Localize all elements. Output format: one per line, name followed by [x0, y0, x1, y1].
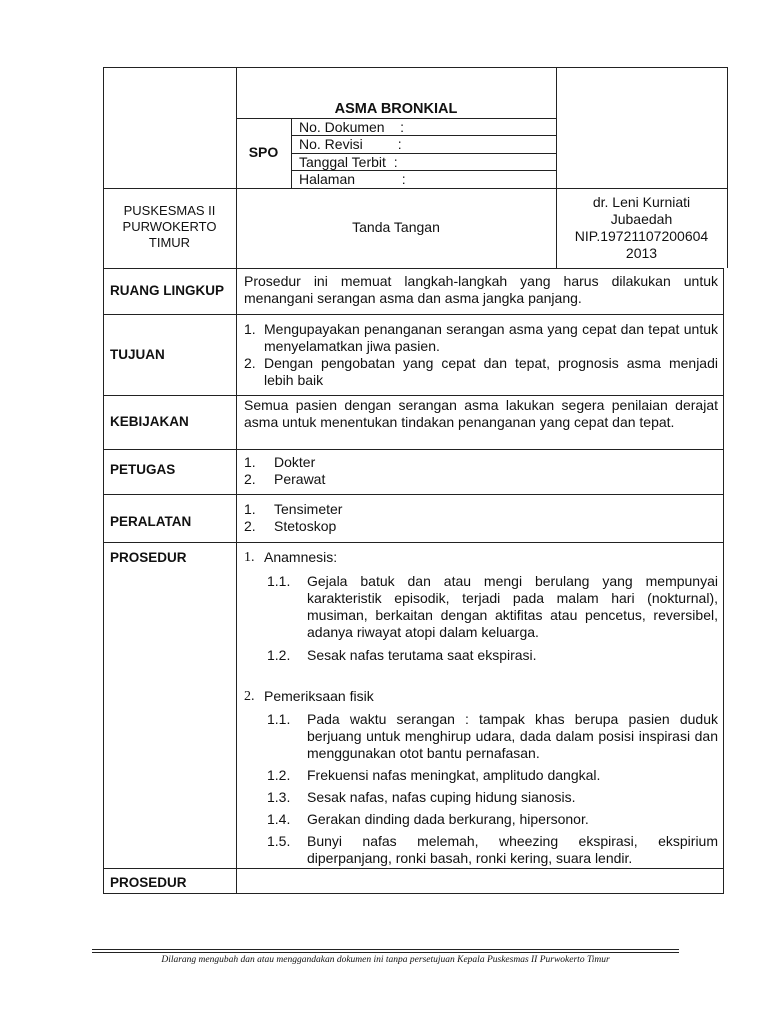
petugas-item-number: 2.	[244, 471, 256, 487]
label-prosedur: PROSEDUR	[110, 550, 187, 565]
prosedur-substeps	[267, 573, 718, 664]
prosedur-substep	[267, 833, 718, 867]
signature-label: Tanda Tangan	[352, 219, 440, 235]
petugas-item-text: Perawat	[274, 471, 326, 487]
tujuan-item-text: Mengupayakan penanganan serangan asma yang cepat dan tepat untuk menyelamatkan jiwa pasien.	[264, 321, 718, 354]
row-divider-1	[103, 314, 724, 315]
organization-name	[103, 203, 236, 251]
tujuan-item-number: 1.	[244, 321, 256, 337]
prosedur-step-title: Anamnesis:	[264, 549, 338, 565]
substep-text: Sesak nafas terutama saat ekspirasi.	[307, 647, 537, 663]
substep-text: Gejala batuk dan atau mengi berulang yang mempunyai karakteristik episodik, terjadi pada malam hari (nokturnal), musiman, berkaitan dengan aktifitas atau pencetus, reversibel, adanya riwayat atopi dalam keluarga.	[307, 573, 718, 640]
tujuan-item	[244, 355, 718, 389]
document-title: ASMA BRONKIAL	[334, 101, 458, 117]
petugas-item	[244, 471, 325, 488]
peralatan-item	[244, 518, 342, 535]
doc-field-tanggal: Tanggal Terbit :	[299, 154, 398, 170]
org-line-3: TIMUR	[148, 235, 191, 250]
signer-line-1: dr. Leni Kurniati	[592, 194, 691, 210]
doc-field-revisi: No. Revisi :	[299, 136, 402, 152]
substep-text: Frekuensi nafas meningkat, amplitudo dangkal.	[307, 767, 601, 783]
body-bottom-border	[103, 893, 724, 894]
spo-label: SPO	[248, 144, 279, 160]
footer-disclaimer: Dilarang mengubah dan atau menggandakan dokumen ini tanpa persetujuan Kepala Puskesmas II Purwokerto Timur	[161, 955, 610, 965]
prosedur-substep	[267, 647, 718, 664]
doc-field-dokumen: No. Dokumen :	[299, 119, 405, 135]
signer-line-4: 2013	[625, 245, 658, 261]
peralatan-list	[244, 501, 342, 535]
prosedur-substep	[267, 789, 718, 806]
label-kebijakan: KEBIJAKAN	[110, 414, 189, 429]
ruang-lingkup-text: Prosedur ini memuat langkah-langkah yang harus dilakukan untuk menangani serangan asma dan asma jangka panjang.	[244, 273, 718, 306]
petugas-item-text: Dokter	[274, 454, 316, 470]
header-mid-border	[103, 188, 728, 189]
kebijakan-text: Semua pasien dengan serangan asma lakukan segera penilaian derajat asma untuk menentukan tindakan penanganan yang cepat dan tepat.	[244, 397, 718, 430]
doc-field-halaman: Halaman :	[299, 171, 406, 187]
signer-block	[556, 194, 727, 262]
petugas-item-number: 1.	[244, 454, 256, 470]
prosedur-step	[244, 688, 718, 705]
peralatan-item-text: Tensimeter	[274, 501, 343, 517]
tujuan-item-text: Dengan pengobatan yang cepat dan tepat, prognosis asma menjadi lebih baik	[264, 355, 718, 388]
peralatan-item-number: 2.	[244, 518, 256, 534]
body-right-border	[723, 268, 724, 894]
prosedur-step-title: Pemeriksaan fisik	[264, 688, 374, 704]
signer-line-2: Jubaedah	[610, 211, 673, 227]
row-divider-5	[103, 542, 724, 543]
peralatan-item	[244, 501, 342, 518]
tujuan-item-number: 2.	[244, 355, 256, 371]
petugas-item	[244, 454, 325, 471]
footer-rule-top	[92, 949, 679, 950]
substep-text: Pada waktu serangan : tampak khas berupa pasien duduk berjuang untuk menghirup udara, dada dalam posisi inspirasi dan menggunakan otot bantu pernafasan.	[307, 711, 718, 761]
row-divider-3	[103, 449, 724, 450]
row-divider-6	[103, 868, 724, 869]
header-col1-divider	[236, 67, 237, 268]
header-top-border	[103, 67, 728, 68]
prosedur-step-number: 2.	[244, 689, 255, 704]
label-petugas: PETUGAS	[110, 462, 176, 477]
prosedur-substep	[267, 711, 718, 762]
substep-number: 1.3.	[267, 789, 291, 805]
prosedur-substep	[267, 573, 718, 641]
row-divider-4	[103, 494, 724, 495]
body-col-divider	[236, 268, 237, 894]
prosedur-step-number: 1.	[244, 550, 255, 565]
body-top-border	[103, 268, 724, 269]
substep-number: 1.4.	[267, 811, 291, 827]
prosedur-step	[244, 549, 718, 566]
substep-text: Sesak nafas, nafas cuping hidung sianosis.	[307, 789, 576, 805]
substep-number: 1.5.	[267, 833, 291, 849]
prosedur-substep	[267, 811, 718, 828]
org-line-1: PUSKESMAS II	[123, 203, 216, 218]
footer-rule-bottom	[92, 952, 679, 953]
label-prosedur-2: PROSEDUR	[110, 875, 187, 890]
substep-number: 1.1.	[267, 711, 291, 727]
body-left-border	[103, 268, 104, 894]
label-peralatan: PERALATAN	[110, 514, 192, 529]
petugas-list	[244, 454, 325, 488]
substep-text: Gerakan dinding dada berkurang, hipersonor.	[307, 811, 589, 827]
org-line-2: PURWOKERTO	[122, 219, 217, 234]
prosedur-substep	[267, 767, 718, 784]
label-ruang-lingkup: RUANG LINGKUP	[110, 283, 224, 298]
substep-number: 1.2.	[267, 647, 291, 663]
substep-number: 1.1.	[267, 573, 291, 589]
label-tujuan: TUJUAN	[110, 347, 165, 362]
row-divider-2	[103, 395, 724, 396]
signer-line-3: NIP.19721107200604	[574, 228, 709, 244]
header-right-border	[727, 67, 728, 268]
substep-text: Bunyi nafas melemah, wheezing ekspirasi, ekspirium diperpanjang, ronki basah, ronki kering, suara lendir.	[307, 833, 718, 866]
tujuan-list	[244, 321, 718, 389]
peralatan-item-text: Stetoskop	[274, 518, 337, 534]
prosedur-substeps	[267, 711, 718, 867]
peralatan-item-number: 1.	[244, 501, 256, 517]
substep-number: 1.2.	[267, 767, 291, 783]
tujuan-item	[244, 321, 718, 355]
prosedur-content	[244, 549, 718, 867]
